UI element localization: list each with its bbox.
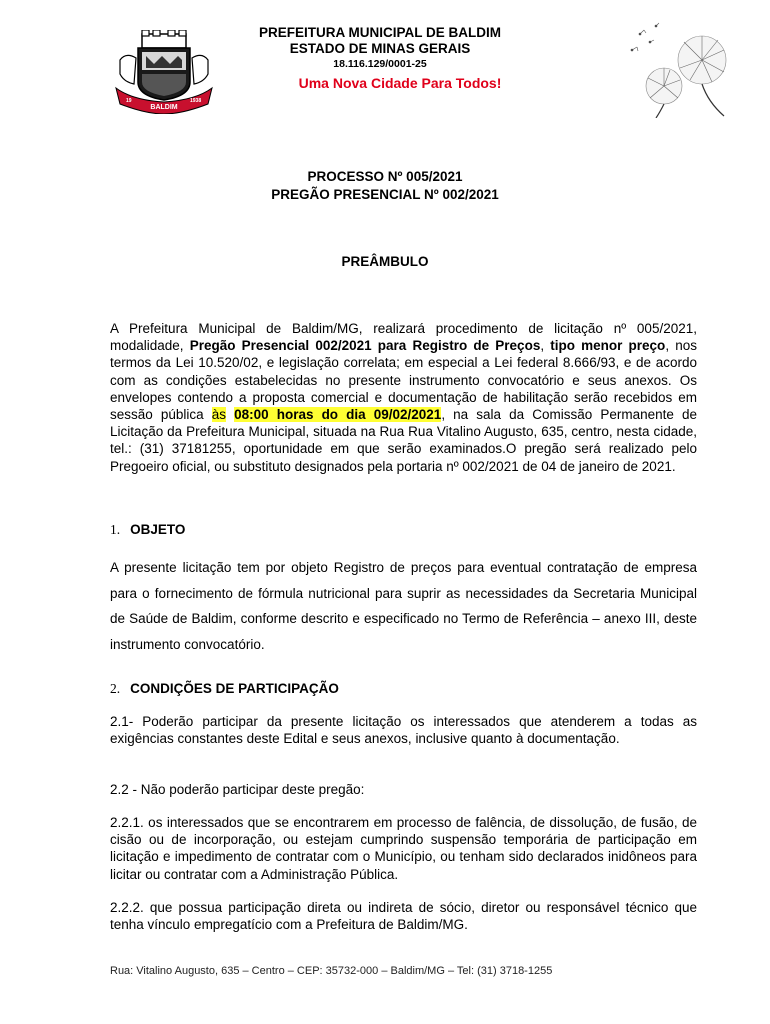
- preamble-bold-modalidade: Pregão Presencial 002/2021 para Registro de Preços: [189, 338, 541, 354]
- section-title: CONDIÇÕES DE PARTICIPAÇÃO: [130, 681, 339, 696]
- svg-text:19: 19: [126, 98, 132, 104]
- preamble-text: [226, 407, 234, 422]
- clause-2-1: 2.1- Poderão participar da presente licitação os interessados que atenderem a todas as exigências constantes deste Edital e seus anexos, inclusive quanto à documentação.: [110, 714, 697, 747]
- preamble-text: , na sala da Comissão Permanente de Licitação da Prefeitura Municipal, situada na Rua Rua Vitalino Augusto, 635, centro, nesta cidade, tel.: (31) 37181255, oportunidade em que serão examinados.O pregão será realizado pelo Pregoeiro oficial, ou substituto designados pela portaria nº 002/2021 de 04 de janeiro de 2021.: [110, 407, 697, 474]
- preamble-text: A Prefeitura Municipal de Baldim/MG, realizará procedimento de licitação nº 005/2021, modalidade,: [110, 321, 697, 354]
- section-condicoes-heading: [110, 681, 339, 697]
- objeto-paragraph: A presente licitação tem por objeto Registro de preços para eventual contratação de empresa para o fornecimento de fórmula nutricional para suprir as necessidades da Secretaria Municipal de Saúde de Baldim, conforme descrito e especificado no Termo de Referência – anexo III, deste instrumento convocatório.: [110, 560, 697, 652]
- preamble-text: , nos termos da Lei 10.520/02, e legislação correlata; em especial a Lei federal 8.666/93, e de acordo com as condições estabelecidas no presente instrumento convocatório e seus anexos. Os envelopes contendo a proposta comercial e documentação de habilitação serão recebidos em sessão pública: [110, 338, 697, 423]
- highlighted-text: às: [211, 407, 226, 423]
- clause-2-2: 2.2 - Não poderão participar deste pregão:: [110, 782, 365, 797]
- cnpj-number: 18.116.129/0001-25: [333, 58, 427, 70]
- clause-2-2-2: 2.2.2. que possua participação direta ou indireta de sócio, diretor ou responsável técnico que tenha vínculo empregatício com a Prefeitura de Baldim/MG.: [110, 900, 697, 933]
- pregao-number-title: PREGÃO PRESENCIAL Nº 002/2021: [271, 187, 499, 202]
- section-title: OBJETO: [130, 522, 186, 537]
- state-name: ESTADO DE MINAS GERAIS: [289, 41, 471, 56]
- highlighted-session-date: 08:00 horas do dia 09/02/2021: [234, 407, 442, 423]
- municipality-name: PREFEITURA MUNICIPAL DE BALDIM: [259, 25, 501, 40]
- svg-text:1938: 1938: [190, 98, 202, 104]
- letterhead: [200, 25, 560, 92]
- clause-2-2-1: 2.2.1. os interessados que se encontrarem em processo de falência, de dissolução, de fusão, de cisão ou de incorporação, ou estejam cumprindo suspensão temporária de participação em licitação e impedimento de contratar com o Município, ou tenham sido declarados inidôneos para licitar ou contratar com a Administração Pública.: [110, 815, 697, 882]
- preamble-text: ,: [540, 338, 551, 354]
- section-number: 2.: [110, 681, 121, 696]
- footer-address: Rua: Vitalino Augusto, 635 – Centro – CEP: 35732-000 – Baldim/MG – Tel: (31) 3718-1255: [110, 965, 553, 977]
- section-number: 1.: [110, 522, 121, 537]
- preamble-paragraph: [110, 320, 697, 475]
- section-objeto-heading: [110, 522, 185, 538]
- preamble-bold-tipo: tipo menor preço: [550, 338, 666, 354]
- dandelion-icon: [620, 20, 738, 118]
- preamble-heading: PREÂMBULO: [341, 254, 429, 269]
- slogan: Uma Nova Cidade Para Todos!: [298, 75, 502, 91]
- process-number-title: PROCESSO Nº 005/2021: [307, 169, 463, 184]
- svg-text:BALDIM: BALDIM: [150, 104, 178, 111]
